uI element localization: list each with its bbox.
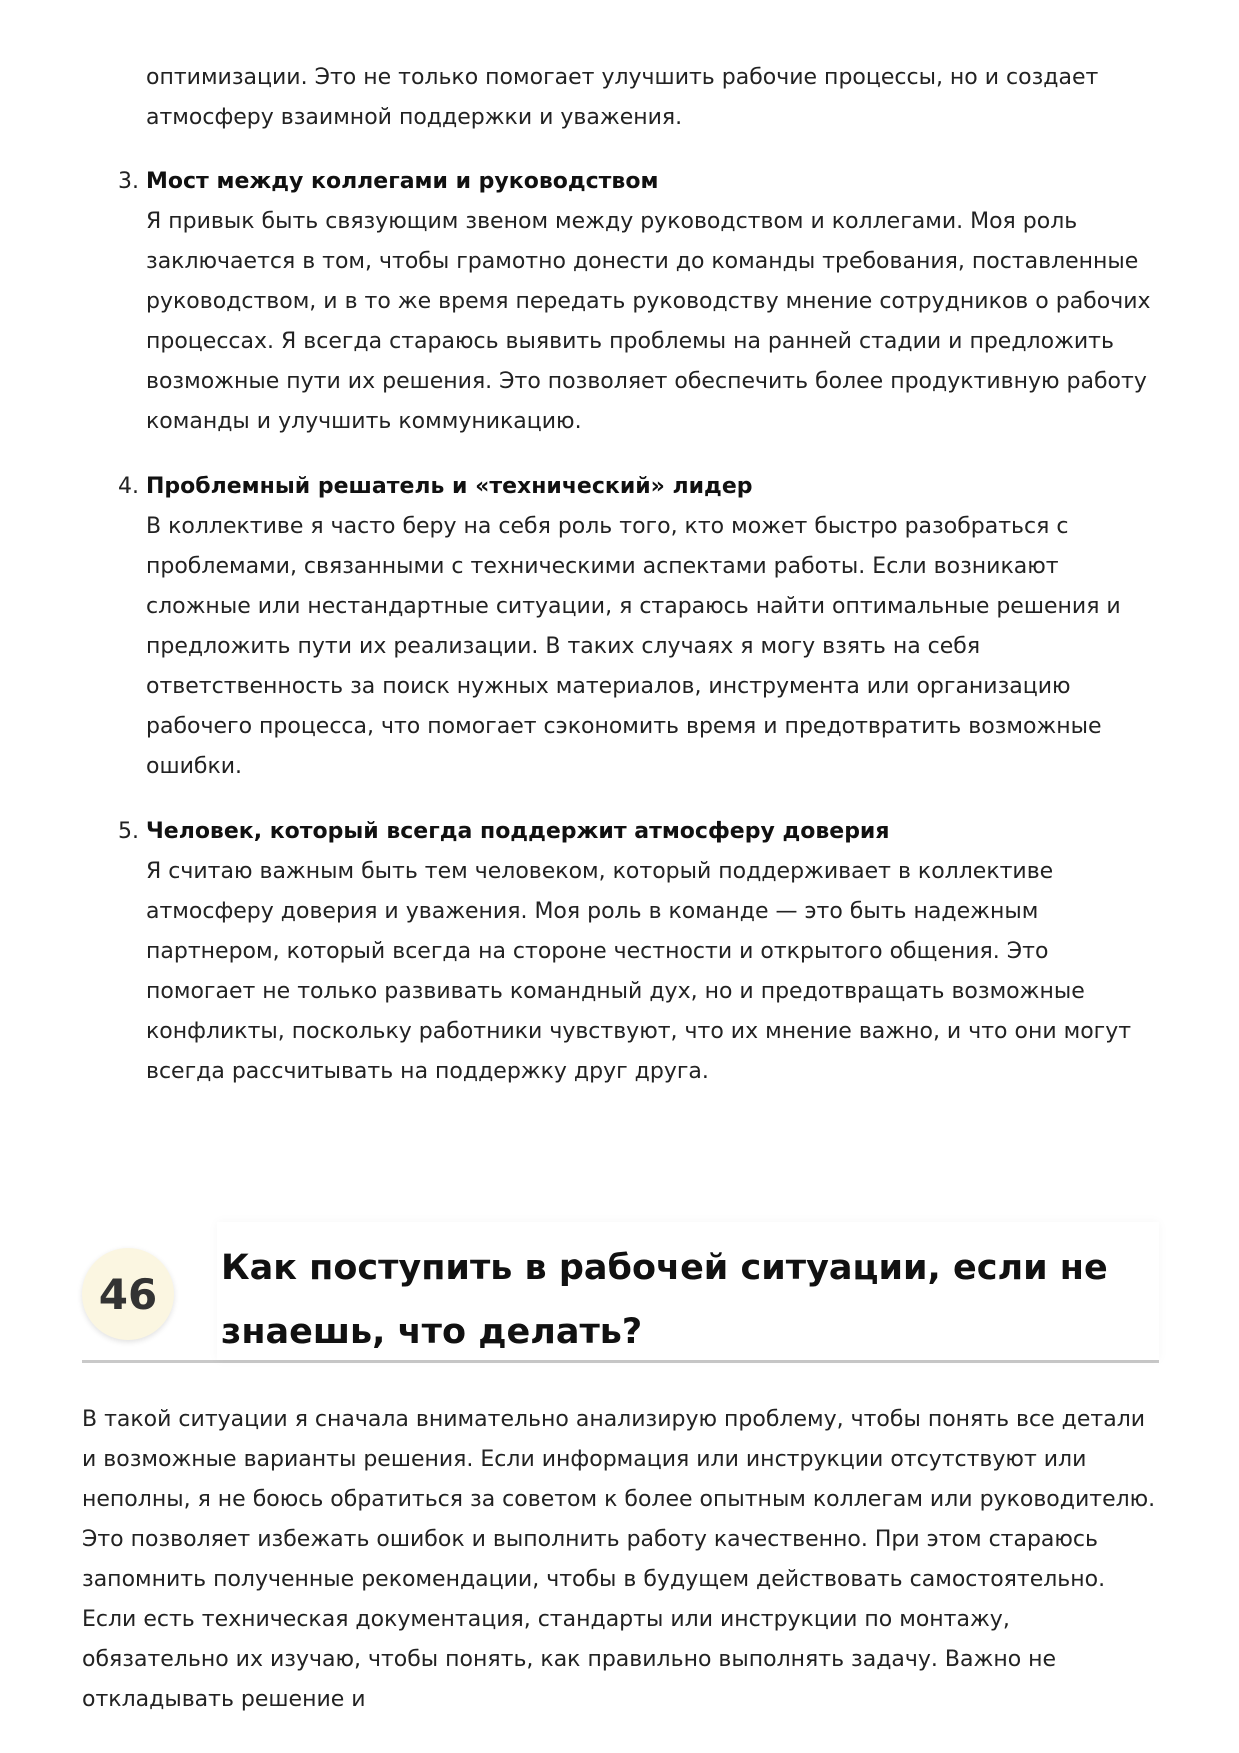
list-item: [0, 467, 1156, 787]
list-item-title: Человек, который всегда поддержит атмосферу доверия: [146, 819, 890, 844]
list-item-number: 4.: [118, 474, 139, 499]
answer-paragraph: В такой ситуации я сначала внимательно анализирую проблему, чтобы понять все детали и возможные варианты решения. Если информация или инструкции отсутствуют или неполны, я не боюсь обратиться за советом к более опытным коллегам или руководителю. Это позволяет избежать ошибок и выполнить работу качественно. При этом стараюсь запомнить полученные рекомендации, чтобы в будущем действовать самостоятельно. Если есть техническая документация, стандарты или инструкции по монтажу, обязательно их изучаю, чтобы понять, как правильно выполнять задачу. Важно не откладывать решение и: [82, 1407, 1156, 1712]
list-item: [0, 162, 1156, 442]
list-item: [0, 812, 1156, 1092]
list-item-title: Мост между коллегами и руководством: [146, 169, 659, 194]
list-item-title: Проблемный решатель и «технический» лидер: [146, 474, 753, 499]
answer-list: [0, 162, 1239, 1117]
intro-paragraph: оптимизации. Это не только помогает улучшить рабочие процессы, но и создает атмосферу взаимной поддержки и уважения.: [146, 65, 1099, 130]
question-number-badge: 46: [82, 1248, 174, 1340]
list-item-body: Я считаю важным быть тем человеком, который поддерживает в коллективе атмосферу доверия и уважения. Моя роль в команде — это быть надежным партнером, который всегда на стороне честности и открытого общения. Это помогает не только развивать командный дух, но и предотвращать возможные конфликты, поскольку работники чувствуют, что их мнение важно, и что они могут всегда рассчитывать на поддержку друг друга.: [146, 859, 1132, 1084]
list-item-number: 3.: [118, 169, 139, 194]
question-header: [82, 1222, 1159, 1363]
list-item-body: В коллективе я часто беру на себя роль того, кто может быстро разобраться с проблемами, связанными с техническими аспектами работы. Если возникают сложные или нестандартные ситуации, я стараюсь найти оптимальные решения и предложить пути их реализации. В таких случаях я могу взять на себя ответственность за поиск нужных материалов, инструмента или организацию рабочего процесса, что помогает сэкономить время и предотвратить возможные ошибки.: [146, 514, 1121, 779]
list-item-body: Я привык быть связующим звеном между руководством и коллегами. Моя роль заключается в том, чтобы грамотно донести до команды требования, поставленные руководством, и в то же время передать руководству мнение сотрудников о рабочих процессах. Я всегда стараюсь выявить проблемы на ранней стадии и предложить возможные пути их решения. Это позволяет обеспечить более продуктивную работу команды и улучшить коммуникацию.: [146, 209, 1151, 434]
list-item-number: 5.: [118, 819, 139, 844]
question-title: Как поступить в рабочей ситуации, если не знаешь, что делать?: [221, 1248, 1108, 1352]
